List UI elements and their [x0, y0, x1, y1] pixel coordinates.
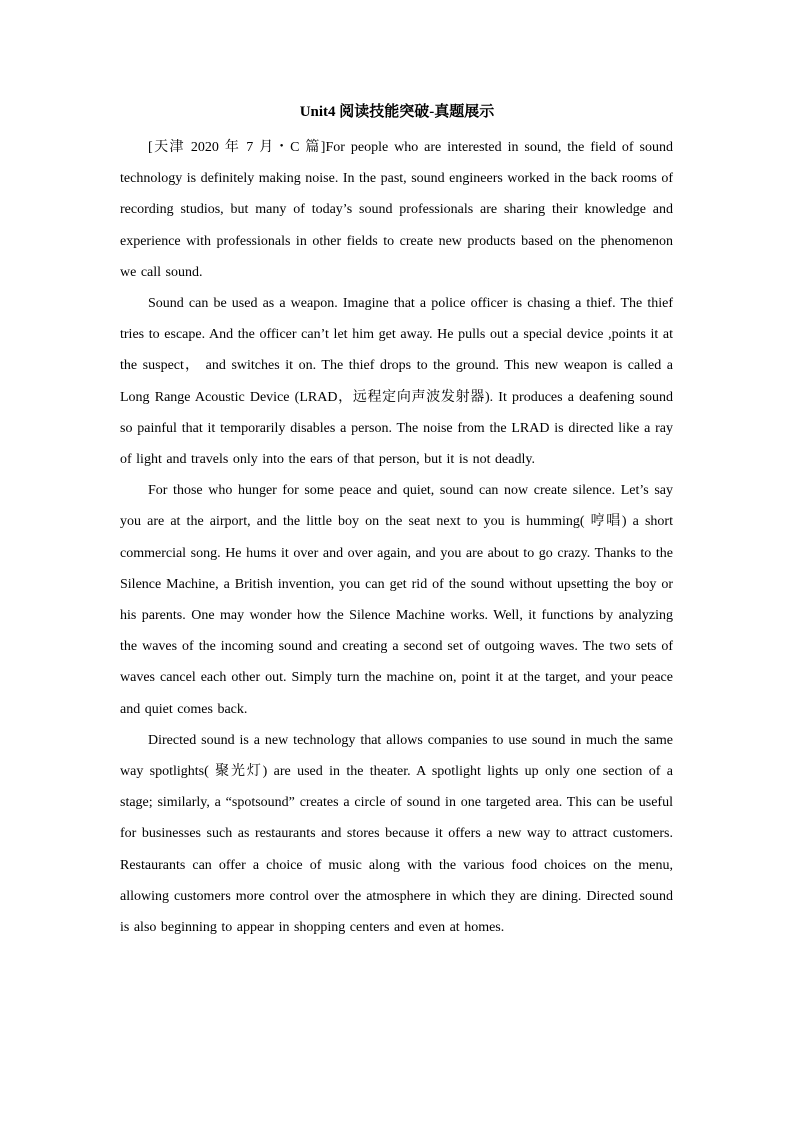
document-title: Unit4 阅读技能突破-真题展示 [299, 104, 495, 120]
paragraph-directed-sound: Directed sound is a new technology that allows companies to use sound in much the same way spotlights( 聚光灯) are used in the theater. A spotlight lights up only one section of a stage; similarly, a “spotsound” creates a circle of sound in one targeted area. This can be useful for businesses such as restaurants and stores because it offers a new way to attract customers. Restaurants can offer a choice of music along with the various food choices on the menu, allowing customers more control over the atmosphere in which they are dining. Directed sound is also beginning to appear in shopping centers and even at homes. [120, 732, 673, 936]
paragraph-intro: [天津 2020 年 7 月・C 篇]For people who are interested in sound, the field of sound technology is definitely making noise. In the past, sound engineers worked in the back rooms of recording studios, but many of today’s sound professionals are sharing their knowledge and experience with professionals in other fields to create new products based on the phenomenon we call sound. [120, 140, 673, 280]
document-body [120, 132, 673, 943]
paragraph-silence: For those who hunger for some peace and quiet, sound can now create silence. Let’s say you are at the airport, and the little boy on the seat next to you is humming( 哼唱) a short commercial song. He hums it over and over again, and you are about to go crazy. Thanks to the Silence Machine, a British invention, you can get rid of the sound without upsetting the boy or his parents. One may wonder how the Silence Machine works. Well, it functions by analyzing the waves of the incoming sound and creating a second set of outgoing waves. The two sets of waves cancel each other out. Simply turn the machine on, point it at the target, and your peace and quiet comes back. [120, 483, 673, 717]
paragraph-weapon: Sound can be used as a weapon. Imagine that a police officer is chasing a thief. The thief tries to escape. And the officer can’t let him get away. He pulls out a special device ,points it at the suspect， and switches it on. The thief drops to the ground. This new weapon is called a Long Range Acoustic Device (LRAD，远程定向声波发射器). It produces a deafening sound so painful that it temporarily disables a person. The noise from the LRAD is directed like a ray of light and travels only into the ears of that person, but it is not deadly. [120, 296, 673, 468]
